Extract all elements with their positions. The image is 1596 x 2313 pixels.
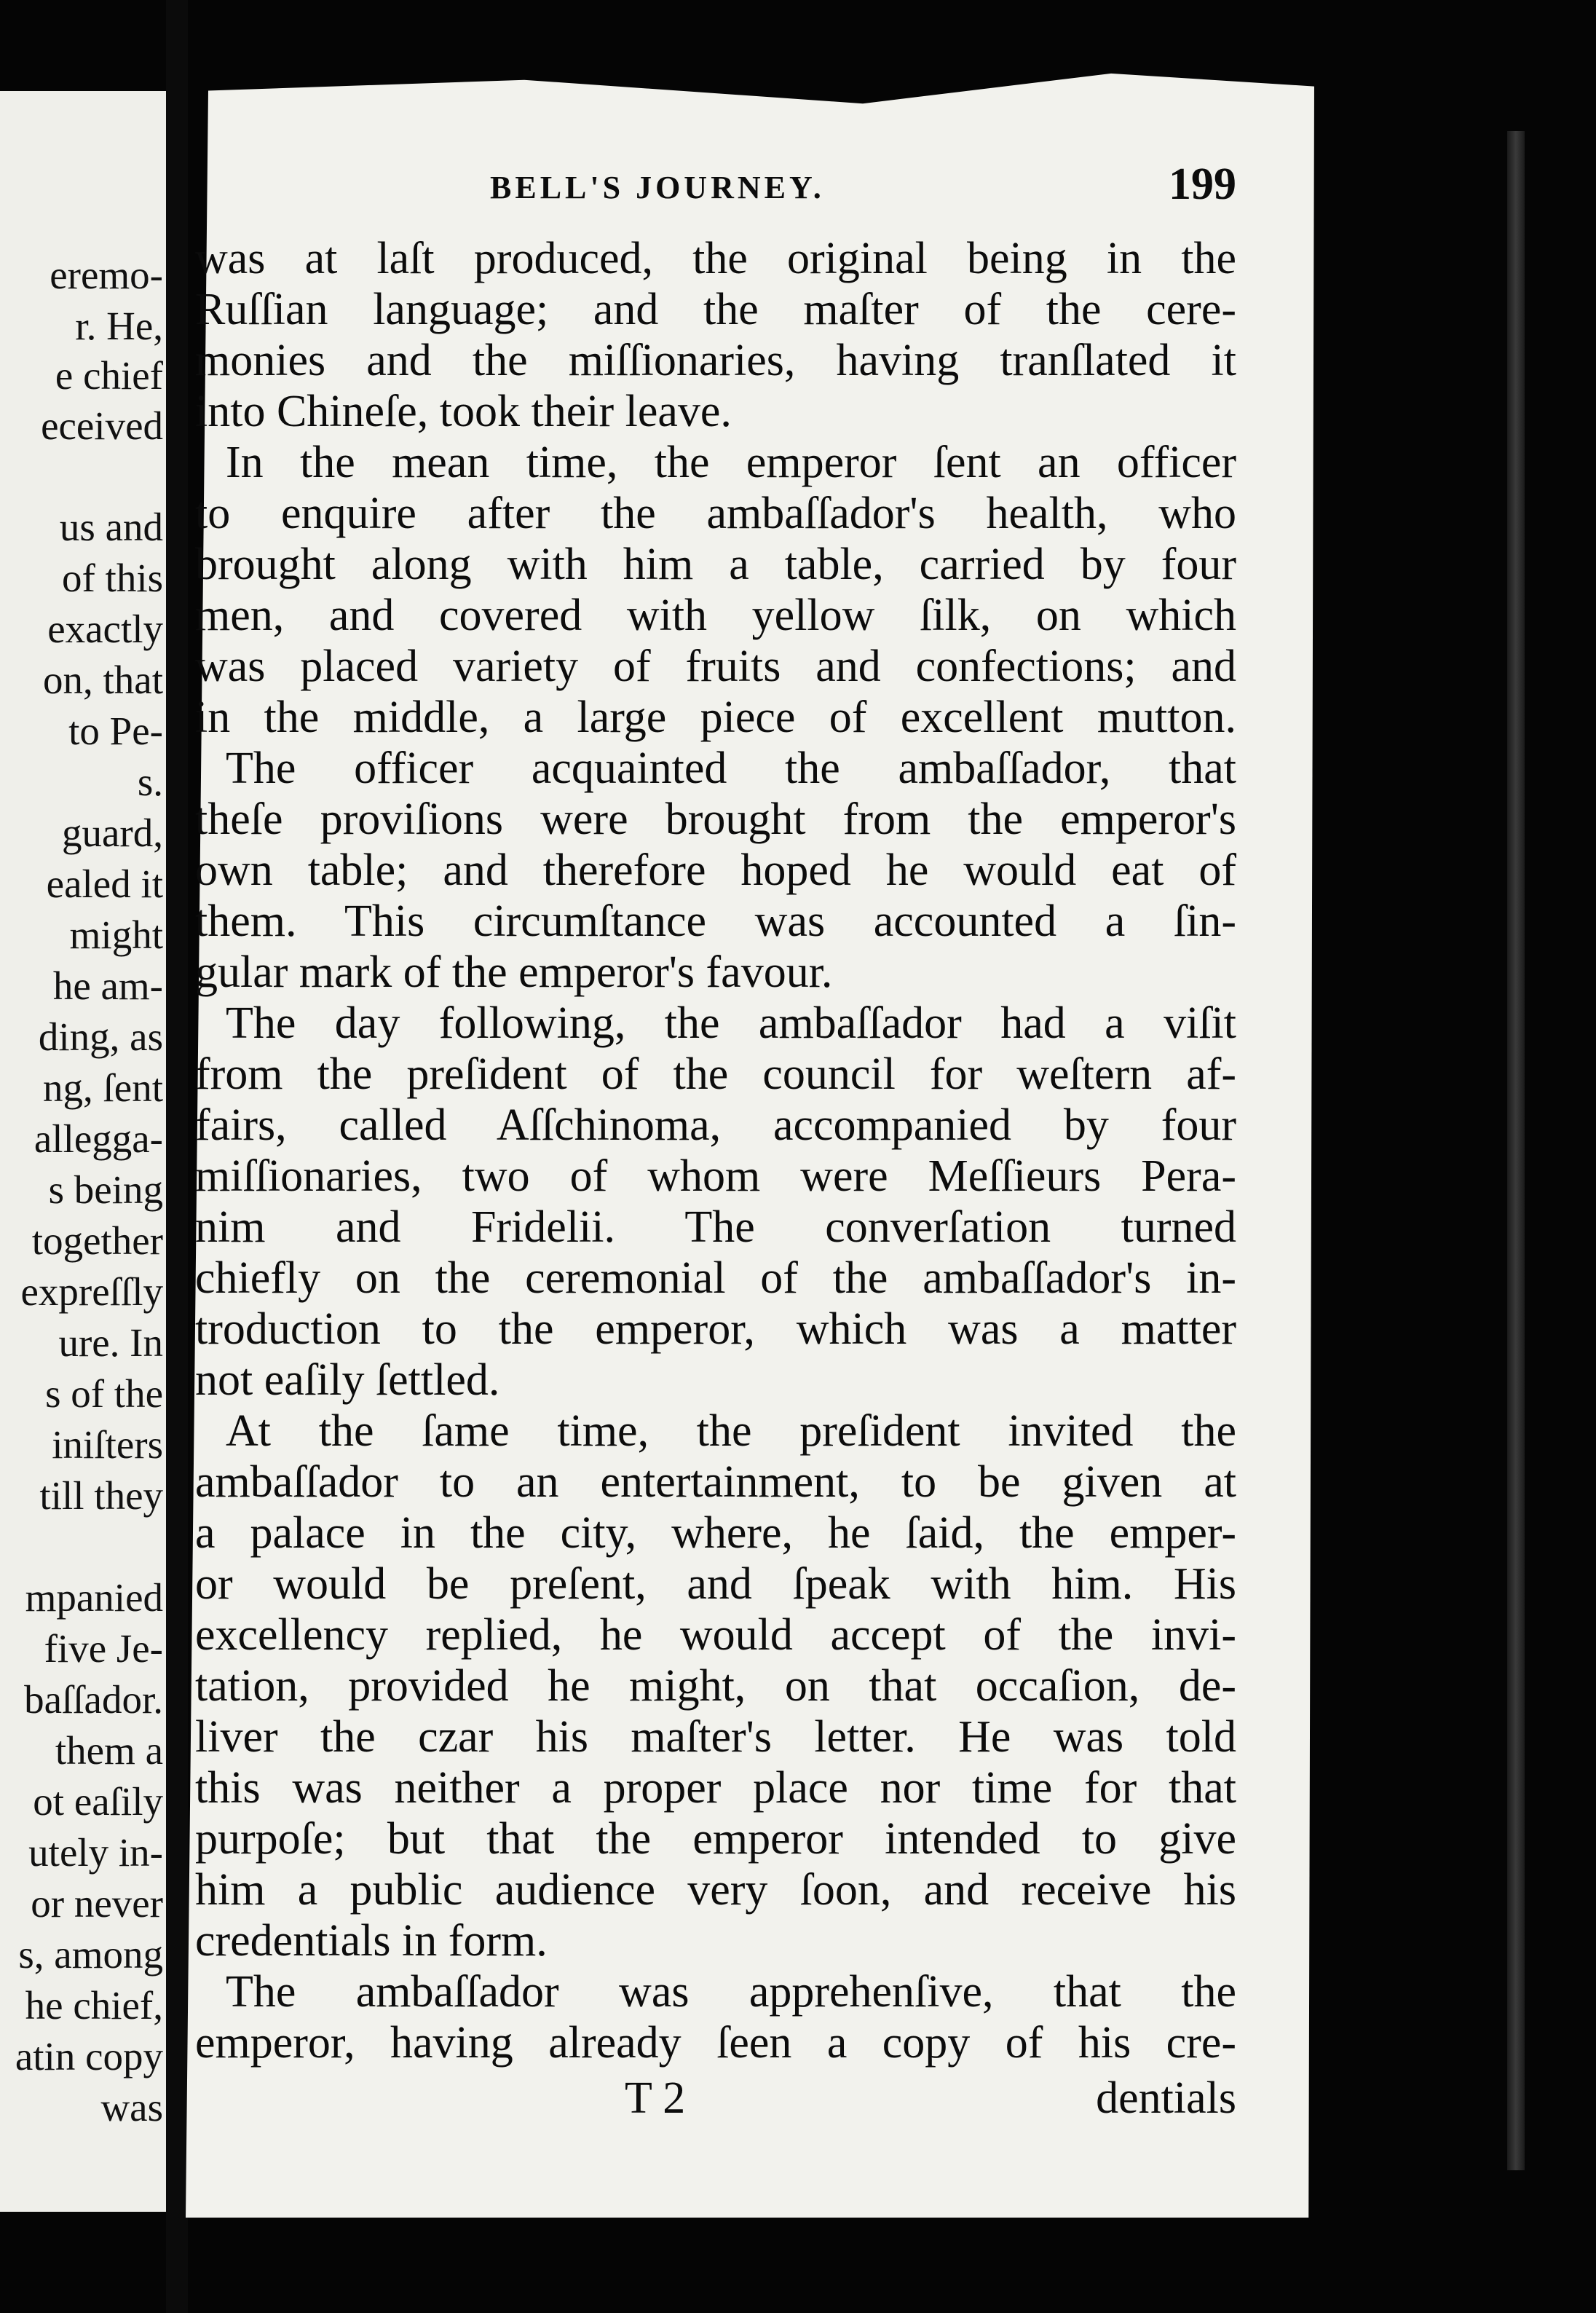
- left-page-line: ot eaſily: [33, 1779, 163, 1824]
- text-line: excellency replied, he would accept of the invi-: [195, 1610, 1236, 1660]
- left-page-line: guard,: [62, 811, 163, 855]
- left-page-line: he chief,: [25, 1983, 163, 2028]
- text-line: liver the czar his maſter's letter. He was told: [195, 1712, 1236, 1762]
- left-page-line: or never: [31, 1881, 163, 1926]
- text-line: chiefly on the ceremonial of the ambaſſador's in-: [195, 1253, 1236, 1303]
- left-page-line: s, among: [18, 1932, 163, 1977]
- text-line: Ruſſian language; and the maſter of the cere-: [195, 285, 1236, 334]
- signature-mark: T 2: [625, 2073, 686, 2123]
- text-line: The day following, the ambaſſador had a viſit: [226, 998, 1236, 1048]
- text-line: miſſionaries, two of whom were Meſſieurs Pera-: [195, 1151, 1236, 1201]
- catchword: dentials: [1096, 2073, 1236, 2123]
- text-line: purpoſe; but that the emperor intended to give: [195, 1814, 1236, 1864]
- left-page-line: he am-: [52, 964, 163, 1008]
- text-line: fairs, called Aſſchinoma, accompanied by four: [195, 1100, 1236, 1150]
- text-line: was at laſt produced, the original being in the: [195, 234, 1236, 283]
- text-line: The ambaſſador was apprehenſive, that the: [226, 1967, 1236, 2017]
- left-page-line: iniſters: [52, 1422, 163, 1467]
- text-line: brought along with him a table, carried by four: [195, 540, 1236, 589]
- left-page-line: atin copy: [15, 2034, 163, 2078]
- left-page-line: exactly: [47, 607, 163, 651]
- left-page-line: them a: [55, 1728, 163, 1773]
- text-line: troduction to the emperor, which was a matter: [195, 1304, 1236, 1354]
- text-line: in the middle, a large piece of excellent mutton.: [195, 693, 1236, 742]
- book-gutter: [166, 0, 188, 2313]
- text-line: tation, provided he might, on that occaſion, de-: [195, 1661, 1236, 1711]
- running-title: BELL'S JOURNEY.: [490, 170, 825, 205]
- page-footer: [195, 2073, 1236, 2124]
- left-page-line: was: [100, 2085, 163, 2129]
- text-line: to enquire after the ambaſſador's health, who: [195, 489, 1236, 538]
- text-line: or would be preſent, and ſpeak with him. His: [195, 1559, 1236, 1609]
- left-page-line: allegga-: [33, 1116, 163, 1161]
- left-page-line: s being: [48, 1167, 163, 1212]
- text-line: a palace in the city, where, he ſaid, the emper-: [195, 1508, 1236, 1558]
- text-line: from the preſident of the council for weſtern af-: [195, 1049, 1236, 1099]
- left-page-line: utely in-: [28, 1830, 163, 1875]
- left-page-line: r. He,: [75, 304, 163, 348]
- text-line: was placed variety of fruits and confections; and: [195, 642, 1236, 691]
- text-line: this was neither a proper place nor time for that: [195, 1763, 1236, 1813]
- left-facing-page: [0, 91, 166, 2212]
- left-page-line: to Pe-: [68, 709, 163, 753]
- left-page-line: ng, ſent: [43, 1065, 163, 1110]
- left-page-line: s of the: [45, 1371, 163, 1416]
- text-line: him a public audience very ſoon, and receive his: [195, 1865, 1236, 1915]
- text-line: them. This circumſtance was accounted a ſin-: [195, 897, 1236, 946]
- text-line: credentials in form.: [195, 1916, 548, 1966]
- text-line: own table; and therefore hoped he would eat of: [195, 846, 1236, 895]
- text-line: gular mark of the emperor's favour.: [195, 947, 833, 997]
- text-line: The officer acquainted the ambaſſador, that: [226, 744, 1236, 793]
- text-line: theſe proviſions were brought from the emperor's: [195, 795, 1236, 844]
- text-line: monies and the miſſionaries, having tranſlated it: [195, 336, 1236, 385]
- left-page-line: of this: [61, 556, 163, 600]
- left-page-line: together: [31, 1218, 163, 1263]
- left-page-line: might: [69, 913, 163, 957]
- text-line: into Chineſe, took their leave.: [195, 387, 732, 436]
- left-page-line: s.: [137, 760, 163, 804]
- left-page-line: baſſador.: [24, 1677, 163, 1722]
- left-page-line: on, that: [43, 658, 163, 702]
- text-line: men, and covered with yellow ſilk, on which: [195, 591, 1236, 640]
- text-line: not eaſily ſettled.: [195, 1355, 500, 1405]
- left-page-line: ding, as: [38, 1014, 163, 1059]
- book-edge: [1507, 131, 1525, 2170]
- running-head: [195, 159, 1236, 211]
- page-number: 199: [1169, 159, 1236, 209]
- left-page-line: five Je-: [44, 1626, 163, 1671]
- left-page-line: us and: [59, 505, 163, 549]
- left-page-line: till they: [39, 1473, 163, 1518]
- left-page-line: ure. In: [58, 1320, 163, 1365]
- left-page-line: mpanied: [25, 1575, 163, 1620]
- text-line: emperor, having already ſeen a copy of his cre-: [195, 2018, 1236, 2068]
- text-line: ambaſſador to an entertainment, to be given at: [195, 1457, 1236, 1507]
- text-line: At the ſame time, the preſident invited the: [226, 1406, 1236, 1456]
- left-page-line: e chief: [55, 353, 163, 398]
- text-line: nim and Fridelii. The converſation turned: [195, 1202, 1236, 1252]
- left-page-line: expreſſly: [20, 1269, 163, 1314]
- page-body: [195, 159, 1236, 2124]
- left-page-line: eremo-: [50, 253, 163, 297]
- text-line: In the mean time, the emperor ſent an officer: [226, 438, 1236, 487]
- left-page-line: eceived: [41, 403, 163, 448]
- left-page-line: ealed it: [46, 862, 163, 906]
